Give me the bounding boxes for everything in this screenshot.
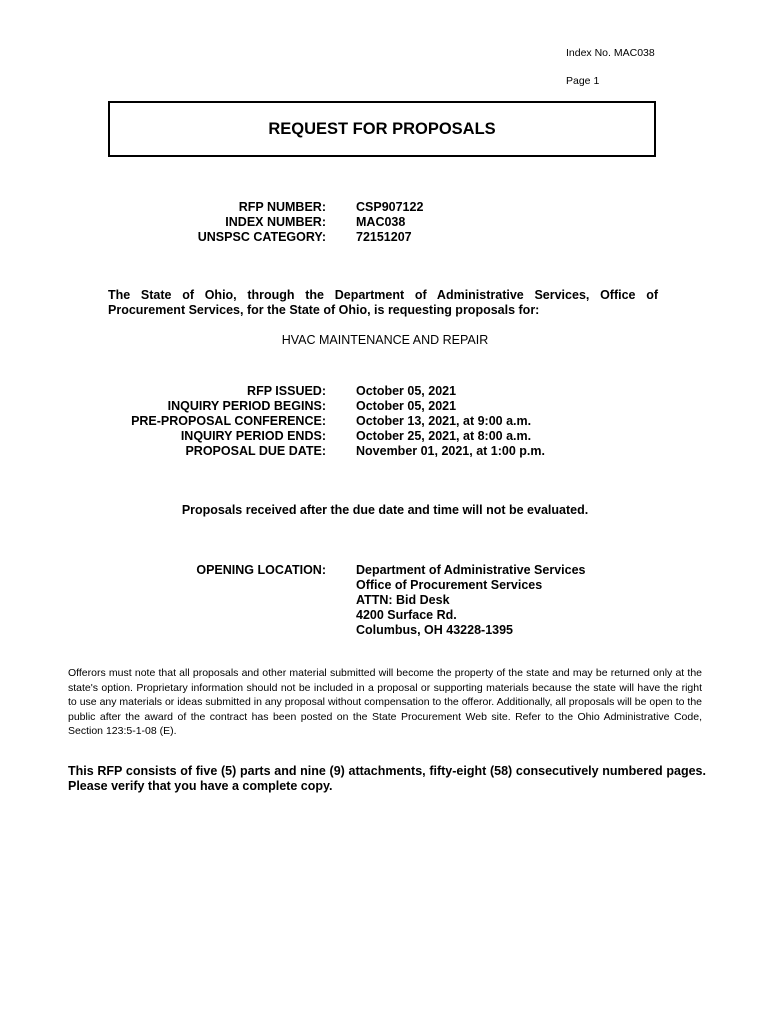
opening-location-label: OPENING LOCATION: xyxy=(196,563,326,577)
schedule-value: October 05, 2021 xyxy=(356,399,457,413)
schedule-label: INQUIRY PERIOD BEGINS: xyxy=(167,399,326,413)
schedule-block xyxy=(0,384,770,459)
address-line: 4200 Surface Rd. xyxy=(356,608,457,622)
schedule-value: October 05, 2021 xyxy=(356,384,457,398)
disclaimer-paragraph: Offerors must note that all proposals and other material submitted will become the property of the state and may be returned only at the state's option. Proprietary information should not be included in a proposal or supporting materials because the state will have the right to use any materials or ideas submitted in any proposal without compensation to the offeror. Additionally, all proposals will be open to the public after the award of the contract has been posted on the State Procurement Web site. Refer to the Ohio Administrative Code, Section 123:5-1-08 (E). xyxy=(68,667,702,737)
identifier-value: MAC038 xyxy=(356,215,406,229)
page-number: Page 1 xyxy=(566,75,600,87)
schedule-label: INQUIRY PERIOD ENDS: xyxy=(180,429,326,443)
schedule-row xyxy=(0,399,770,414)
schedule-value: October 13, 2021, at 9:00 a.m. xyxy=(356,414,532,428)
schedule-row xyxy=(0,429,770,444)
address-line: Office of Procurement Services xyxy=(356,578,543,592)
document-title: REQUEST FOR PROPOSALS xyxy=(268,119,496,138)
identifier-label: INDEX NUMBER: xyxy=(225,215,326,229)
address-line: Department of Administrative Services xyxy=(356,563,586,577)
schedule-value: November 01, 2021, at 1:00 p.m. xyxy=(356,444,545,458)
identifier-row xyxy=(0,230,770,245)
schedule-label: PRE-PROPOSAL CONFERENCE: xyxy=(131,414,326,428)
schedule-label: RFP ISSUED: xyxy=(247,384,326,398)
schedule-row xyxy=(0,444,770,459)
opening-location-row xyxy=(0,563,770,638)
identifier-label: RFP NUMBER: xyxy=(238,200,326,214)
index-number-header: Index No. MAC038 xyxy=(566,47,655,59)
identifier-value: 72151207 xyxy=(356,230,412,244)
intro-paragraph: The State of Ohio, through the Department of Administrative Services, Office of Procurement Services, for the State of Ohio, is requesting proposals for: xyxy=(108,288,658,317)
opening-location-address xyxy=(356,563,585,638)
address-line: Columbus, OH 43228-1395 xyxy=(356,623,514,637)
schedule-value: October 25, 2021, at 8:00 a.m. xyxy=(356,429,532,443)
late-proposal-notice: Proposals received after the due date and time will not be evaluated. xyxy=(181,503,589,517)
rfp-subject: HVAC MAINTENANCE AND REPAIR xyxy=(281,333,489,347)
identifier-label: UNSPSC CATEGORY: xyxy=(197,230,326,244)
schedule-row xyxy=(0,414,770,429)
identifier-row xyxy=(0,200,770,215)
opening-location-block xyxy=(0,563,770,638)
completeness-note: This RFP consists of five (5) parts and nine (9) attachments, fifty-eight (58) consecutively numbered pages. Please verify that you have a complete copy. xyxy=(68,764,706,793)
schedule-row xyxy=(0,384,770,399)
title-box xyxy=(108,101,656,157)
identifier-row xyxy=(0,215,770,230)
address-line: ATTN: Bid Desk xyxy=(356,593,450,607)
identifiers-block xyxy=(0,200,770,245)
identifier-value: CSP907122 xyxy=(356,200,424,214)
schedule-label: PROPOSAL DUE DATE: xyxy=(185,444,326,458)
